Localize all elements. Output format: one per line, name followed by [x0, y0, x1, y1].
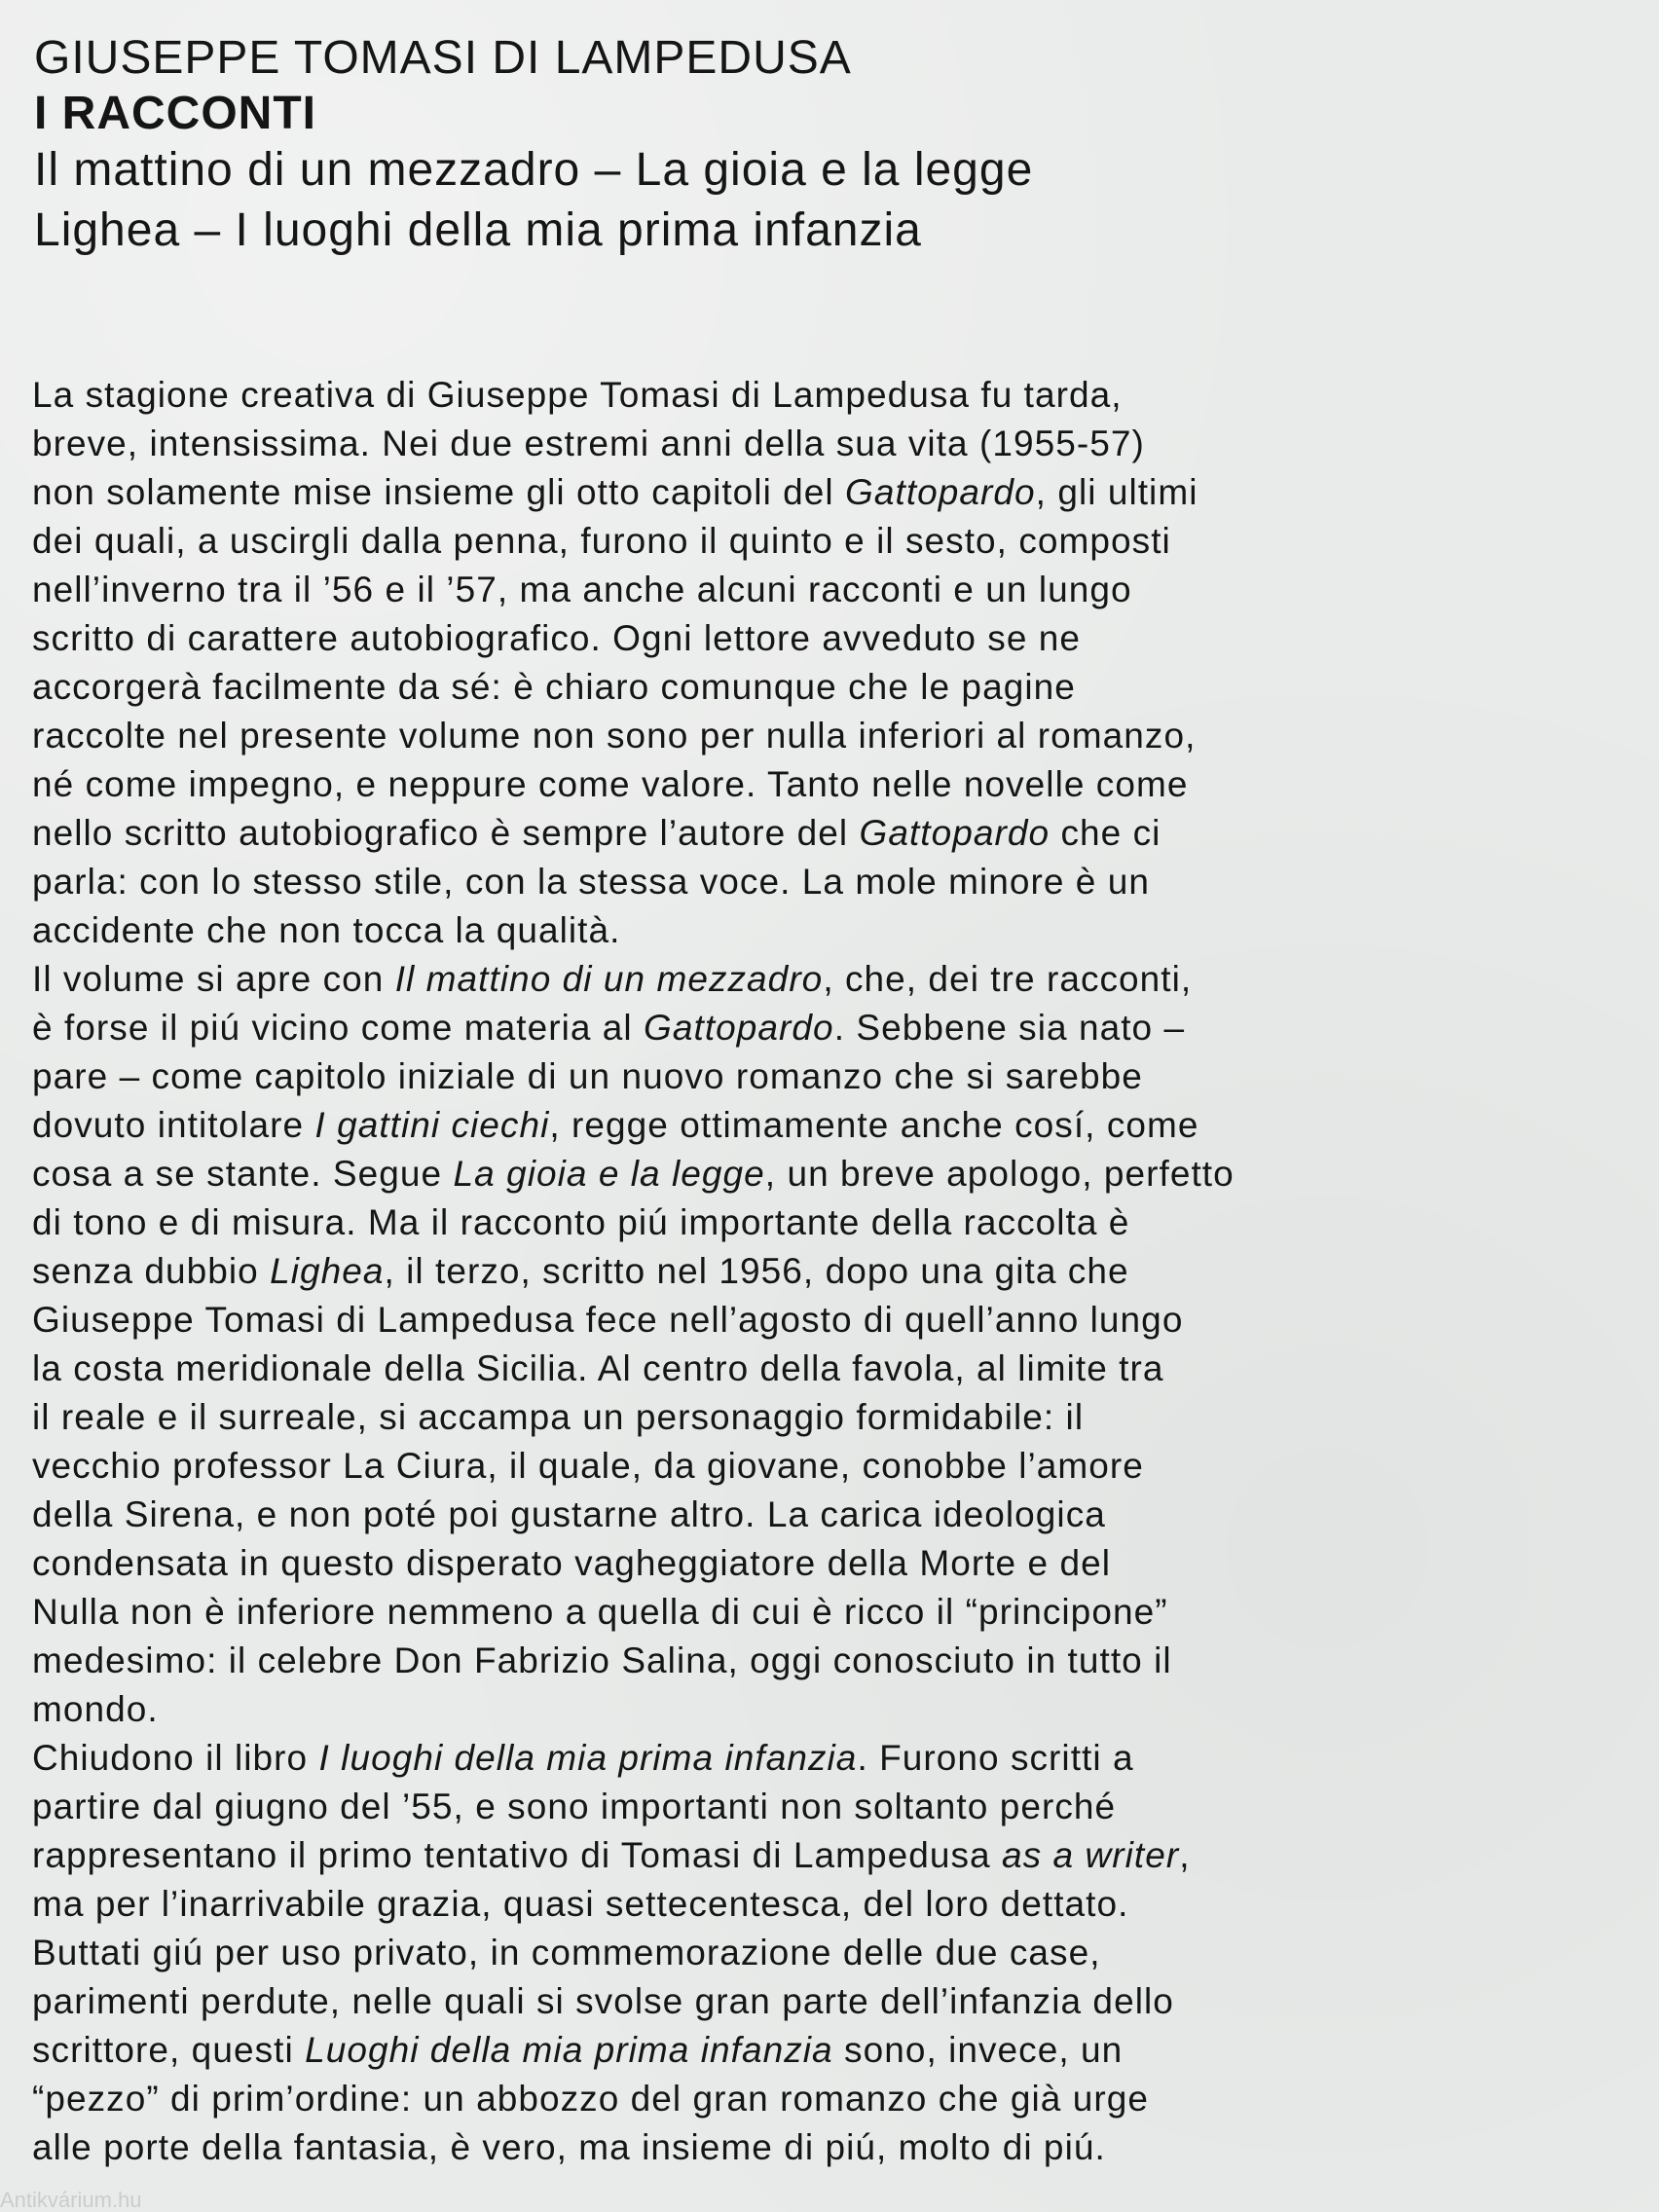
body-line	[32, 809, 1551, 858]
text-segment: scrittore, questi	[32, 2030, 306, 2070]
italic-text-segment: Il mattino di un mezzadro	[394, 959, 824, 999]
text-segment: pare – come capitolo iniziale di un nuovo romanzo che si sarebbe	[32, 1056, 1143, 1096]
body-line	[32, 1831, 1551, 1880]
body-line	[32, 1539, 1551, 1588]
body-line	[32, 1345, 1551, 1393]
body-line	[32, 371, 1551, 420]
author-name: GIUSEPPE TOMASI DI LAMPEDUSA	[34, 32, 852, 84]
text-segment: Buttati giú per uso privato, in commemorazione delle due case,	[32, 1933, 1101, 1972]
italic-text-segment: Gattopardo	[644, 1008, 834, 1048]
text-segment: rappresentano il primo tentativo di Tomasi di Lampedusa	[32, 1835, 1002, 1875]
body-line	[32, 614, 1551, 663]
text-segment: raccolte nel presente volume non sono per nulla inferiori al romanzo,	[32, 716, 1197, 756]
italic-text-segment: I gattini ciechi	[314, 1105, 550, 1145]
italic-text-segment: La gioia e la legge	[453, 1154, 765, 1194]
text-segment: cosa a se stante. Segue	[32, 1154, 454, 1194]
text-segment: , il terzo, scritto nel 1956, dopo una gita che	[384, 1251, 1129, 1291]
body-line	[32, 2026, 1551, 2075]
subtitle-line-2: Lighea – I luoghi della mia prima infanzia	[34, 203, 922, 256]
body-line	[32, 1491, 1551, 1539]
faint-footer-text: Antikvárium.hu	[0, 2189, 142, 2212]
text-segment: , un breve apologo, perfetto	[764, 1154, 1235, 1194]
body-line	[32, 1198, 1551, 1247]
body-line	[32, 2075, 1551, 2123]
text-segment: scritto di carattere autobiografico. Ogni lettore avveduto se ne	[32, 618, 1082, 658]
text-segment: né come impegno, e neppure come valore. Tanto nelle novelle come	[32, 764, 1189, 804]
text-segment: della Sirena, e non poté poi gustarne altro. La carica ideologica	[32, 1494, 1106, 1534]
text-segment: sono, invece, un	[832, 2030, 1124, 2070]
body-line	[32, 468, 1551, 517]
body-line	[32, 1150, 1551, 1198]
text-segment: che ci	[1050, 813, 1161, 853]
text-segment: . Sebbene sia nato –	[833, 1008, 1186, 1048]
body-line	[32, 663, 1551, 712]
text-segment: mondo.	[32, 1689, 159, 1729]
body-line	[32, 1637, 1551, 1685]
text-segment: “pezzo” di prim’ordine: un abbozzo del gran romanzo che già urge	[32, 2079, 1149, 2119]
text-segment: Nulla non è inferiore nemmeno a quella di cui è ricco il “principone”	[32, 1592, 1168, 1632]
text-segment: Giuseppe Tomasi di Lampedusa fece nell’agosto di quell’anno lungo	[32, 1300, 1184, 1340]
body-line	[32, 955, 1551, 1004]
italic-text-segment: Gattopardo	[859, 813, 1051, 853]
text-segment: medesimo: il celebre Don Fabrizio Salina, oggi conosciuto in tutto il	[32, 1641, 1172, 1680]
body-line	[32, 517, 1551, 566]
body-line	[32, 1977, 1551, 2026]
book-title: I RACCONTI	[34, 88, 316, 140]
body-line	[32, 760, 1551, 809]
body-line	[32, 1052, 1551, 1101]
italic-text-segment: I luoghi della mia prima infanzia	[318, 1738, 858, 1778]
text-segment: è forse il piú vicino come materia al	[32, 1008, 645, 1048]
text-segment: Chiudono il libro	[32, 1738, 319, 1778]
body-line	[32, 858, 1551, 906]
book-header	[34, 29, 1611, 260]
body-line	[32, 712, 1551, 760]
italic-text-segment: as a writer	[1001, 1835, 1180, 1875]
text-segment: , regge ottimamente anche cosí, come	[549, 1105, 1199, 1145]
italic-text-segment: Lighea	[270, 1251, 385, 1291]
text-segment: nello scritto autobiografico è sempre l’autore del	[32, 813, 860, 853]
body-line	[32, 1296, 1551, 1345]
text-segment: ma per l’inarrivabile grazia, quasi settecentesca, del loro dettato.	[32, 1884, 1129, 1924]
text-segment: non solamente mise insieme gli otto capitoli del	[32, 472, 846, 512]
text-segment: . Furono scritti a	[857, 1738, 1134, 1778]
subtitle-line-1: Il mattino di un mezzadro – La gioia e la legge	[34, 144, 1034, 197]
body-line	[32, 566, 1551, 614]
body-line	[32, 1393, 1551, 1442]
text-segment: breve, intensissima. Nei due estremi anni della sua vita (1955-57)	[32, 424, 1145, 463]
italic-text-segment: Luoghi della mia prima infanzia	[305, 2030, 833, 2070]
text-segment: vecchio professor La Ciura, il quale, da giovane, conobbe l’amore	[32, 1446, 1144, 1486]
text-segment: condensata in questo disperato vagheggiatore della Morte e del	[32, 1543, 1111, 1583]
body-line	[32, 1247, 1551, 1296]
text-segment: la costa meridionale della Sicilia. Al centro della favola, al limite tra	[32, 1348, 1164, 1388]
body-line	[32, 1101, 1551, 1150]
text-segment: senza dubbio	[32, 1251, 271, 1291]
text-segment: dei quali, a uscirgli dalla penna, furono il quinto e il sesto, composti	[32, 521, 1171, 561]
text-segment: il reale e il surreale, si accampa un personaggio formidabile: il	[32, 1397, 1085, 1437]
body-line	[32, 420, 1551, 468]
text-segment: partire dal giugno del ’55, e sono importanti non soltanto perché	[32, 1787, 1117, 1826]
body-line	[32, 1442, 1551, 1491]
text-segment: parimenti perdute, nelle quali si svolse gran parte dell’infanzia dello	[32, 1981, 1174, 2021]
body-line	[32, 1685, 1551, 1734]
body-line	[32, 1734, 1551, 1783]
text-segment: , gli ultimi	[1035, 472, 1198, 512]
text-segment: accorgerà facilmente da sé: è chiaro comunque che le pagine	[32, 667, 1076, 707]
text-segment: parla: con lo stesso stile, con la stessa voce. La mole minore è un	[32, 862, 1151, 902]
text-segment: , che, dei tre racconti,	[823, 959, 1193, 999]
body-line	[32, 1004, 1551, 1052]
text-segment: dovuto intitolare	[32, 1105, 315, 1145]
text-segment: Il volume si apre con	[32, 959, 395, 999]
body-text	[32, 371, 1551, 2172]
text-segment: accidente che non tocca la qualità.	[32, 910, 621, 950]
text-segment: La stagione creativa di Giuseppe Tomasi di Lampedusa fu tarda,	[32, 375, 1123, 415]
body-line	[32, 1588, 1551, 1637]
body-line	[32, 1783, 1551, 1831]
italic-text-segment: Gattopardo	[845, 472, 1036, 512]
text-segment: di tono e di misura. Ma il racconto piú importante della raccolta è	[32, 1202, 1130, 1242]
body-line	[32, 1880, 1551, 1929]
text-segment: alle porte della fantasia, è vero, ma insieme di piú, molto di piú.	[32, 2127, 1106, 2167]
body-line	[32, 2123, 1551, 2172]
text-segment: ,	[1179, 1835, 1191, 1875]
text-segment: nell’inverno tra il ’56 e il ’57, ma anche alcuni racconti e un lungo	[32, 570, 1132, 609]
body-line	[32, 1929, 1551, 1977]
body-line	[32, 906, 1551, 955]
